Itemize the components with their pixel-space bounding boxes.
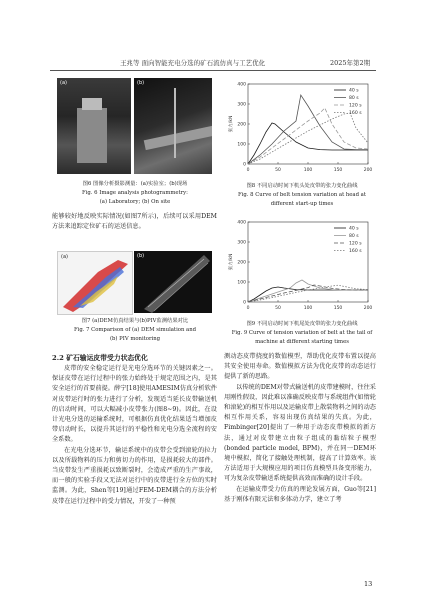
- header-rule: [50, 70, 376, 71]
- series-line-40s: [248, 287, 368, 302]
- fig6b-photo: [134, 78, 212, 174]
- x-tick-label: 50: [275, 306, 281, 311]
- fig8-caption-cn: 图8 不同启动时间下机头处皮带的张力变化曲线: [246, 183, 358, 189]
- page-number: 13: [364, 580, 373, 588]
- fig6a-tag: (a): [60, 80, 67, 86]
- fig6-caption-cn: 图6 图像分析摄影测量：(a)实验室；(b)现场: [82, 181, 188, 187]
- fig9-caption-cn: 图9 不同启动时间下机尾处皮带的张力变化曲线: [246, 321, 358, 327]
- left-paragraph-1: 能够较好地反映实际情况(如图7所示)，后续可以采用DEM方法来追踪定位矿石的运送信息。: [52, 213, 217, 231]
- y-tick-label: 400: [237, 82, 246, 88]
- fig6a-photo: [57, 78, 131, 174]
- fig6-caption-en2: (a) Laboratory; (b) On site: [99, 199, 171, 205]
- x-tick-label: 0: [246, 168, 250, 173]
- fig7-caption-en1: Fig. 7 Comparison of (a) DEM simulation and: [73, 327, 197, 333]
- legend-label: 120 s: [349, 103, 362, 109]
- y-tick-label: 300: [237, 102, 246, 108]
- x-tick-label: 100: [303, 168, 313, 173]
- legend-label: 120 s: [349, 241, 362, 247]
- x-tick-label: 100: [303, 306, 313, 311]
- legend-label: 40 s: [349, 88, 359, 94]
- x-tick-label: 150: [333, 168, 343, 173]
- issue-label: 2025年第2期: [330, 59, 371, 67]
- fig7a-image: [57, 251, 133, 315]
- y-tick-label: 0: [243, 162, 246, 168]
- fig7-caption-cn: 图7 (a)DEM仿真结果与(b)PIV监测结果对比: [81, 318, 189, 324]
- series-line-120s: [248, 108, 368, 164]
- x-tick-label: 50: [275, 168, 281, 173]
- running-header: 王兆等 面向智能充电分选的矿石流仿真与工艺优化: [120, 59, 266, 67]
- right-paragraph-3: 在运输皮带受力仿真的理论发展方面，Guo等[21]基于刚体有限元法和多体动力学，建立了考: [224, 485, 376, 503]
- y-axis-label: 张力/kN: [229, 253, 234, 271]
- left-paragraph-2: 皮带的安全稳定运行是光电分选环节的关键因素之一。保证皮带在运行过程中的张力始终处于规定范围之内，是其安全运行的首要前提。薛宁[18]使用AMESIM仿真分析软件对皮带运行时的张力进行了分析，发现适当延长皮带输送机的启动时间，可以大幅减小皮带张力(图8~9)。因此，在设计光电分选的运输系统时，可根据仿真优化结果适当增加皮带启动时长，以提升其运行的平稳性和光电分选全流程的安全系数。: [52, 365, 217, 444]
- legend-label: 160 s: [349, 249, 362, 255]
- y-tick-label: 200: [237, 122, 246, 128]
- x-tick-label: 0: [246, 306, 250, 311]
- right-paragraph-2: 以传统的DEM对带式输送机的皮带建模时，往往采用刚性假设，因此难以准确反映皮带与系统组件(如惰轮和滚轮)的相互作用以及运输皮带上散装物料之间的动态相互作用关系，容易出现仿真结果的失真。为此，Fimbinger[20]提出了一种用于动态皮带模拟的新方法，通过对皮带建立由粒子组成的黏结粒子模型(bonded particle model, BPM)，并在同一DEM环境中模拟，简化了接触处理机制，提高了计算效率。该方法适用于大规模应用的项目仿真模型具备变形能力，可为复杂皮带输送系统提供高效而准确的设计手段。: [224, 383, 376, 483]
- right-body: [224, 352, 376, 505]
- fig7b-tag: (b): [137, 253, 145, 259]
- x-tick-label: 200: [363, 306, 373, 311]
- fig7-caption-en2: (b) PIV monitoring: [109, 336, 161, 342]
- fig8-caption-en1: Fig. 8 Curve of belt tension variation at head at: [238, 192, 366, 198]
- y-tick-label: 400: [237, 220, 246, 226]
- left-paragraph-3: 在光电分选环节，输运系统中的皮带会受到滚轮的拉力以及所载物料的压力和剪切力的作用，是损耗较大的部件。当皮带发生严重损耗以致断裂时，会造成严重的生产事故，而一般的实验手段又无法对运行中的皮带进行全方位的实时监测。为此，Shen等[19]通过FEM-DEM耦合的方法分析皮带在运行过程中的受力情况，开发了一种预: [52, 446, 217, 505]
- fig6-caption-en1: Fig. 6 Image analysis photogrammetry:: [82, 190, 188, 196]
- left-body: [52, 364, 217, 507]
- legend-label: 40 s: [349, 226, 359, 232]
- y-tick-label: 0: [243, 300, 246, 306]
- fig7a-tag: (a): [61, 254, 68, 260]
- fig7b-image: [134, 251, 212, 313]
- series-line-40s: [248, 123, 368, 164]
- legend-label: 160 s: [349, 111, 362, 117]
- fig9-caption-en1: Fig. 9 Curve of tension variation of belt at the tail of: [231, 330, 373, 336]
- y-tick-label: 100: [237, 280, 246, 286]
- fig9-chart: [226, 216, 376, 318]
- legend-label: 80 s: [349, 96, 359, 102]
- y-tick-label: 200: [237, 260, 246, 266]
- fig8-chart: [226, 78, 376, 180]
- series-line-120s: [248, 285, 368, 302]
- legend-label: 80 s: [349, 234, 359, 240]
- x-tick-label: 150: [333, 306, 343, 311]
- y-axis-label: 张力/kN: [229, 115, 234, 133]
- section-heading: 2.2 矿石输运皮带受力状态优化: [52, 354, 148, 362]
- fig6b-tag: (b): [137, 80, 145, 86]
- fig8-caption-en2: different start-up times: [270, 201, 334, 207]
- y-tick-label: 100: [237, 142, 246, 148]
- right-paragraph-1: 测动态皮带挠度的数值模型，帮助优化皮带布置以提高其安全使用寿命。数值模拟方法为优化皮带的动态运行提供了新的思路。: [224, 353, 376, 381]
- y-tick-label: 300: [237, 240, 246, 246]
- x-tick-label: 200: [363, 168, 373, 173]
- fig9-caption-en2: machine at different starting times: [255, 339, 349, 345]
